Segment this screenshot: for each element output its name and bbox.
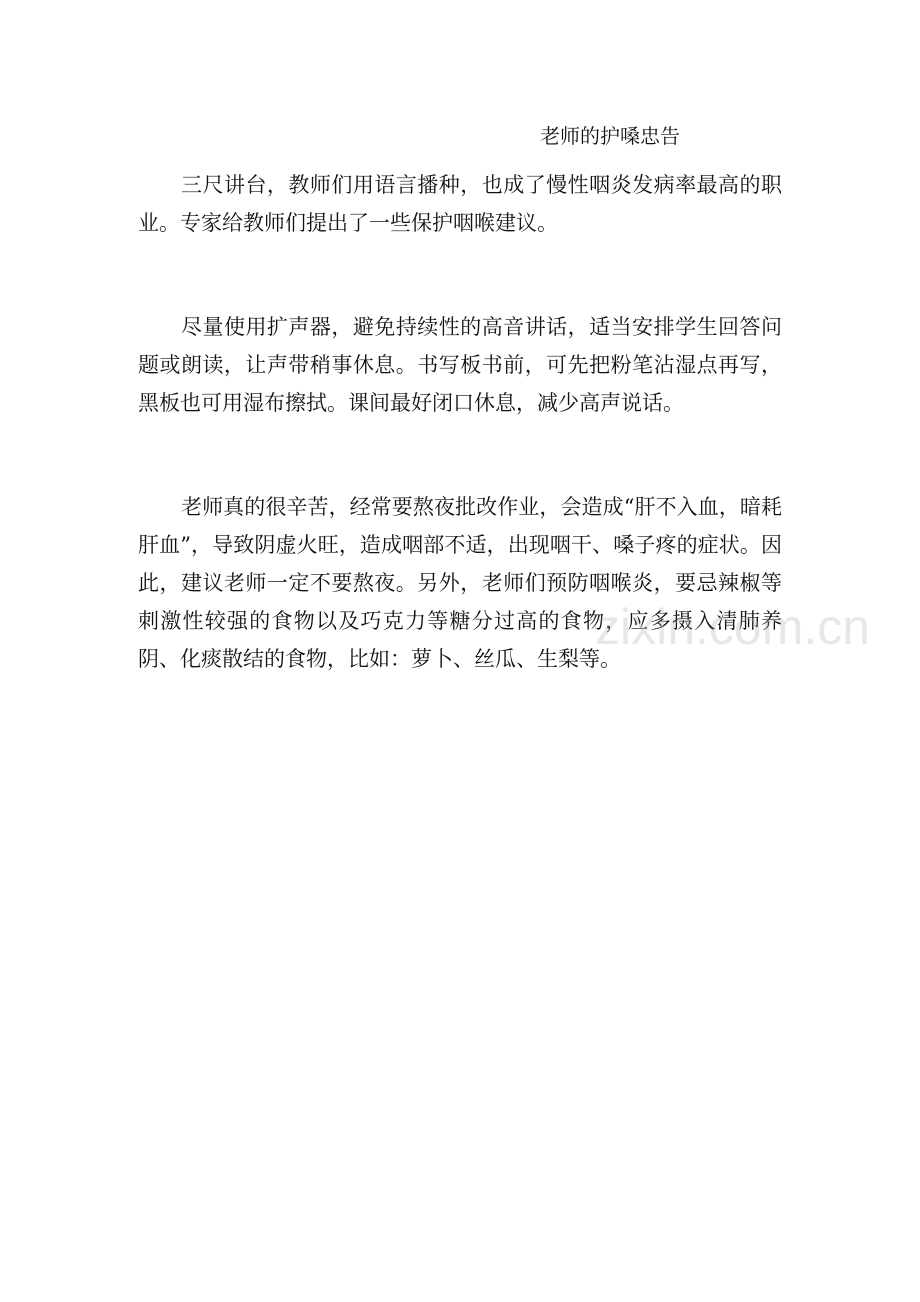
paragraph-intro: 三尺讲台，教师们用语言播种，也成了慢性咽炎发病率最高的职业。专家给教师们提出了一些保护咽喉建议。 — [138, 173, 782, 235]
watermark-text: zixin.com.cn — [595, 599, 871, 655]
paragraph-spacer — [138, 422, 782, 488]
paragraph-spacer — [138, 242, 782, 308]
paragraph-diet-tips: 老师真的很辛苦，经常要熬夜批改作业，会造成“肝不入血，暗耗肝血”，导致阴虚火旺，造成咽部不适，出现咽干、嗓子疼的症状。因此，建议老师一定不要熬夜。另外，老师们预防咽喉炎，要忌辣椒等刺激性较强的食物以及巧克力等糖分过高的食物，应多摄入清肺养阴、化痰散结的食物，比如：萝卜、丝瓜、生梨等。 — [138, 495, 782, 671]
document-title: 老师的护嗓忠告 — [540, 124, 680, 148]
document-body — [138, 166, 782, 678]
paragraph-voice-tips: 尽量使用扩声器，避免持续性的高音讲话，适当安排学生回答问题或朗读，让声带稍事休息。书写板书前，可先把粉笔沾湿点再写，黑板也可用湿布擦拭。课间最好闭口休息，减少高声说话。 — [138, 315, 782, 415]
